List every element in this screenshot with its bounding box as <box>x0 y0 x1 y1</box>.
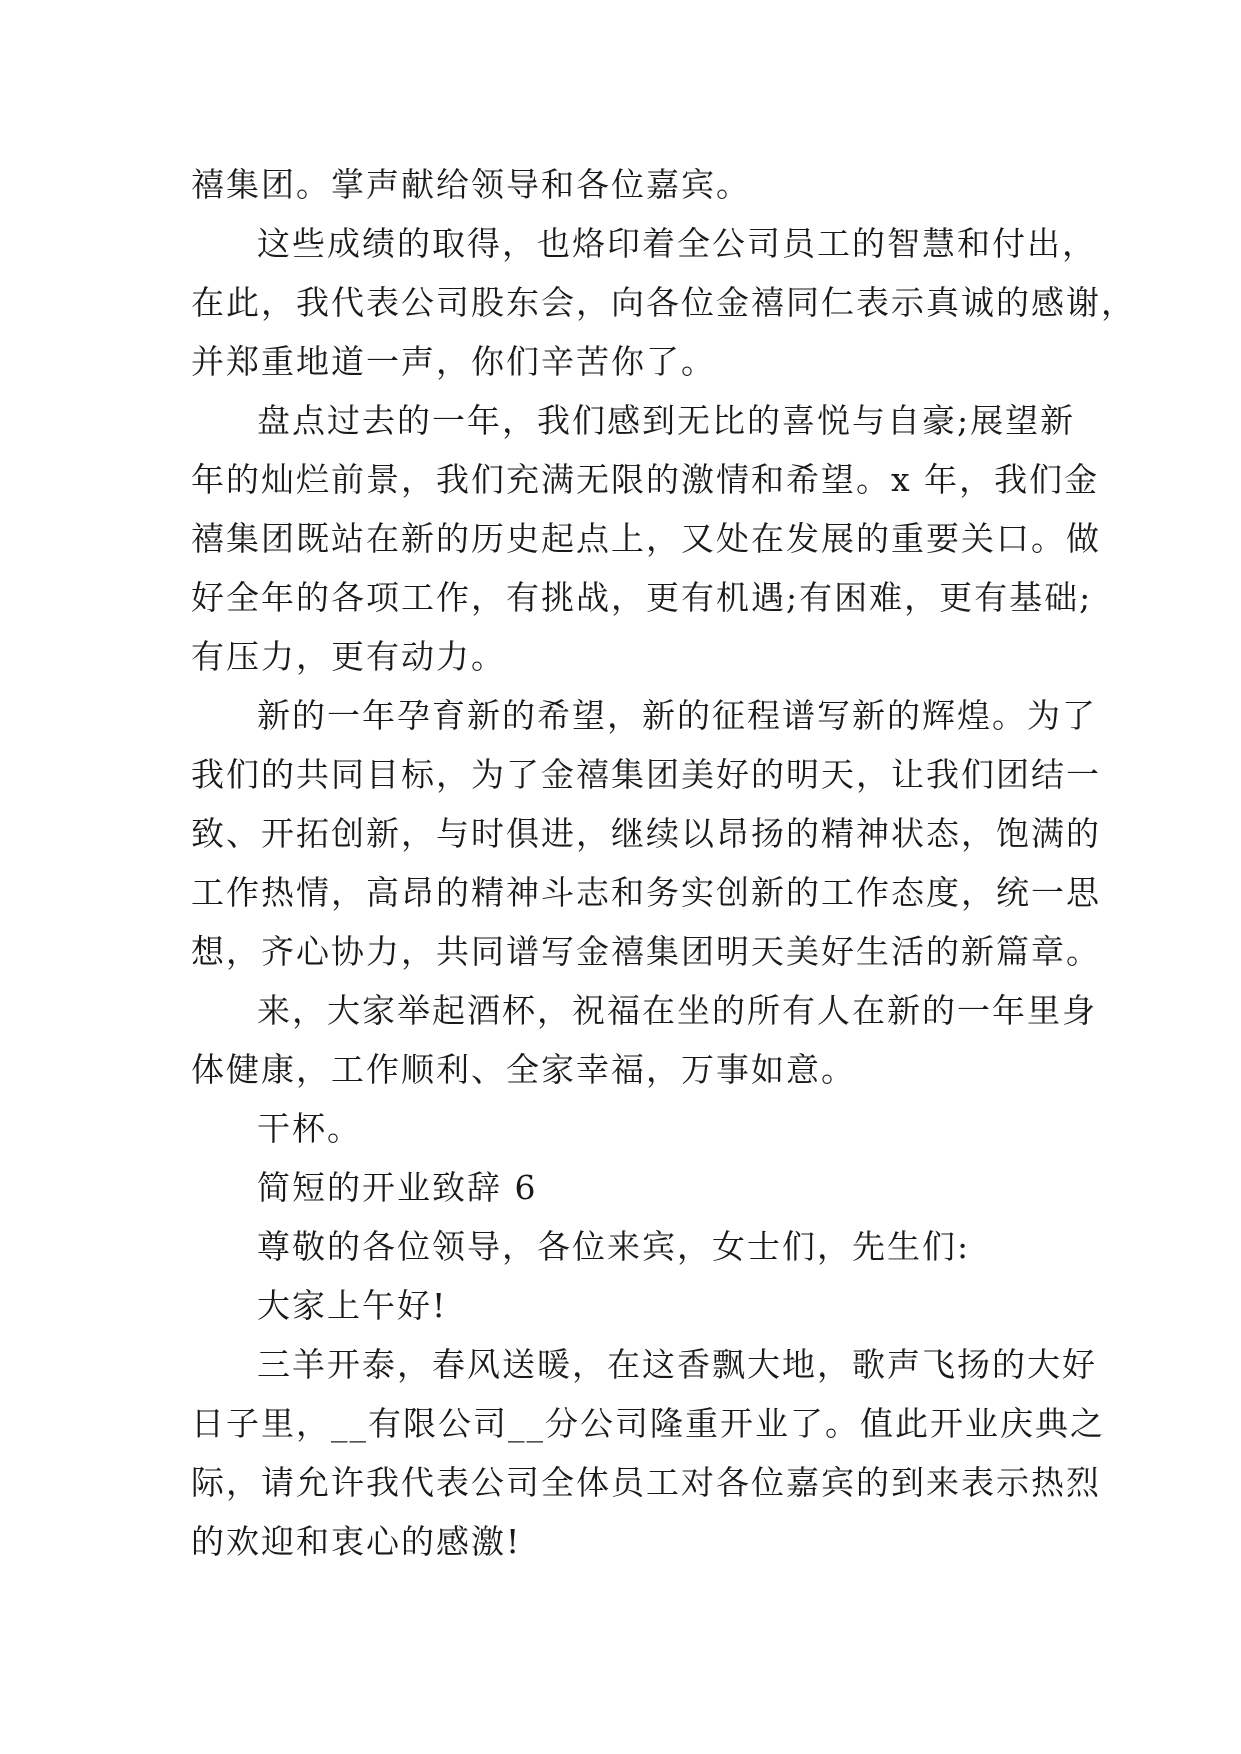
text-line: 来，大家举起酒杯，祝福在坐的所有人在新的一年里身 <box>257 991 1097 1030</box>
text-line: 禧集团。掌声献给领导和各位嘉宾。 <box>191 165 751 204</box>
text-line: 在此，我代表公司股东会，向各位金禧同仁表示真诚的感谢， <box>191 283 1136 322</box>
document-page <box>191 155 1136 1571</box>
section-heading: 简短的开业致辞 6 <box>257 1168 538 1207</box>
text-line: 年的灿烂前景，我们充满无限的激情和希望。x 年，我们金 <box>191 460 1100 499</box>
text-line: 这些成绩的取得，也烙印着全公司员工的智慧和付出， <box>257 224 1097 263</box>
text-line: 三羊开泰，春风送暖，在这香飘大地，歌声飞扬的大好 <box>257 1345 1097 1384</box>
text-line: 盘点过去的一年，我们感到无比的喜悦与自豪;展望新 <box>257 401 1076 440</box>
text-line: 际，请允许我代表公司全体员工对各位嘉宾的到来表示热烈 <box>191 1463 1101 1502</box>
text-line: 好全年的各项工作，有挑战，更有机遇;有困难，更有基础; <box>191 578 1093 617</box>
text-line: 并郑重地道一声，你们辛苦你了。 <box>191 342 716 381</box>
text-line: 体健康，工作顺利、全家幸福，万事如意。 <box>191 1050 856 1089</box>
text-line: 有压力，更有动力。 <box>191 637 506 676</box>
text-line: 我们的共同目标，为了金禧集团美好的明天，让我们团结一 <box>191 755 1101 794</box>
text-line: 新的一年孕育新的希望，新的征程谱写新的辉煌。为了 <box>257 696 1097 735</box>
text-line: 干杯。 <box>257 1109 362 1148</box>
text-line: 禧集团既站在新的历史起点上，又处在发展的重要关口。做 <box>191 519 1101 558</box>
text-line: 想，齐心协力，共同谱写金禧集团明天美好生活的新篇章。 <box>191 932 1101 971</box>
text-line: 致、开拓创新，与时俱进，继续以昂扬的精神状态，饱满的 <box>191 814 1101 853</box>
text-line: 日子里，__有限公司__分公司隆重开业了。值此开业庆典之 <box>191 1404 1105 1443</box>
text-line: 的欢迎和衷心的感激! <box>191 1522 522 1561</box>
salutation-line: 尊敬的各位领导，各位来宾，女士们，先生们: <box>257 1227 971 1266</box>
text-line: 工作热情，高昂的精神斗志和务实创新的工作态度，统一思 <box>191 873 1101 912</box>
greeting-line: 大家上午好! <box>257 1286 448 1325</box>
